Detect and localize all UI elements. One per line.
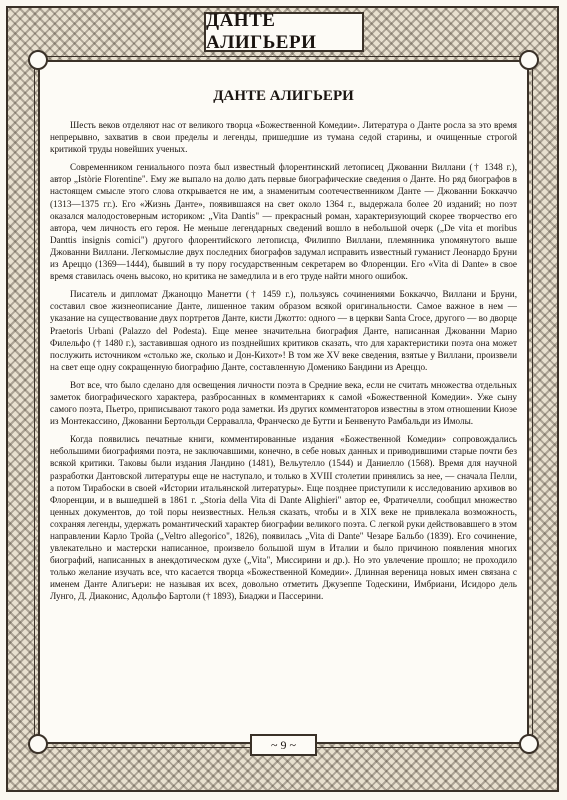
corner-ornament xyxy=(519,50,539,70)
corner-ornament xyxy=(28,50,48,70)
paragraph: Когда появились печатные книги, комментированные издания «Божественной Комедии» сопровождались небольшими биографиями поэта, не заключавшими, конечно, в себе новых данных и приводившими старые почти без всякой критики. Таковы были издания Ландино (1481), Вельутелло (1544) и Даниелло (1568). Время для научной разработки Дантовской литературы еще не наступало, и только в XVIII столетии принялись за нее, — сначала Пелли, а потом Тирабоски в своей «Истории итальянской литературы». Еще позднее приступили к исследованию архивов во Флоренции, и в вышедшей в 1861 г. „Storia della Vita di Dante Alighieri" автор ее, Фратичелли, сообщил множество ценных документов, до той поры неизвестных. Нельзя сказать, чтобы и в XIX веке не привлекала возможность, сохраняя легенды, удержать романтический характер биографии великого поэта. С легкой руки действовавшего в этом направлении Карло Тройа („Veltro allegorico", 1826), появилась „Vita di Dante" Чезаре Бальбо (1839). Его сочинение, увлекательно и мастерски написанное, произвело большой шум в Италии и было причиною появления многих биографий, написанных в анекдотическом духе („Vita", Миссирини и др.). Но это увлечение прошло; не проходило только желание изучать все, что касается творца «Божественной Комедии». Длинная вереница новых имен связана с именем Данте Алигьери: не называя их всех, довольно отметить Джуэеппе Тодескини, Имбриани, Исидоро дель Лунго, Д. Диаконис, Адольфо Бартоли († 1893), Биаджи и Пассерини. xyxy=(50,434,517,602)
paragraph: Современником гениального поэта был известный флорентинский летописец Джованни Виллани († 1348 г.), автор „Istòrie Florentine". Ему же выпало на долю дать первые биографические сведения о Данте. Но ряд биографов в настоящем смысле этого слова открывается не им, а знаменитым соотечественником Данте — Джованни Боккаччо (1313—1375 гг.). Его «Жизнь Данте», появившаяся на свет около 1364 г., выдержала более 20 изданий; но поэт оказался малодостоверным историком: „Vita Dantis" — прекрасный роман, характеризующий скорее творчество его автора, чем личность его героя. Не меньше легендарных сведений вошло в небольшой очерк („De vita et moribus Danttis insignis comici") другого флорентийского летописца, Филиппо Виллани, племянника упомянутого выше Джованни Виллани. Легкомыслие двух последних биографов задумал исправить известный гуманист Леонардо Бруни из Ареццо (1369—1444), бывший в ту пору государственным секретарем во Флоренции. Его «Vita di Dante» в свое время ставилась очень высоко, но критика не замедлила и в его труде найти много ошибок. xyxy=(50,162,517,282)
page-number-box xyxy=(250,734,317,756)
corner-ornament xyxy=(28,734,48,754)
corner-ornament xyxy=(519,734,539,754)
paragraph: Шесть веков отделяют нас от великого творца «Божественной Комедии». Литература о Данте росла за это время непрерывно, захватив в свои пределы и легенды, пришедшие из тумана седой старины, и очищенные строгой критикой труды новейших ученых. xyxy=(50,120,517,155)
article-title: ДАНТЕ АЛИГЬЕРИ xyxy=(213,88,354,104)
paragraph: Писатель и дипломат Джаноццо Манетти († 1459 г.), пользуясь сочинениями Боккаччо, Виллани и Бруни, составил свое жизнеописание Данте, лишенное таким образом всякой оригинальности. Самое важное в нем — указание на существование двух портретов Данте, кисти Джотто: одного — в церкви Santa Croce, другого — во дворце Praetoris Urbani (Palazzo del Podesta). Еще менее значительна биография Данте, написанная Джованни Марио Филельфо († 1480 г.), заставившая одного из позднейших критиков сказать, что для характеристики поэта она может послужить источником «столько же, сколько и Дон-Кихот»! В том же XV веке сведения, взятые у Виллани, произвели на свет еще одну сокращенную биографию Данте, составленную Доменико Бандини из Ареццо. xyxy=(50,289,517,372)
article-body xyxy=(50,82,517,722)
paragraph: Вот все, что было сделано для освещения личности поэта в Средние века, если не считать множества отдельных заметок биографического характера, разбросанных в комментариях к самой «Божественной Комедии». Уже сыну самого поэта, Пьетро, приписывают такого рода заметки. Из других комментаторов известны в этом отношении Киоэе из Монтекассино, Джованни Бертольди Серравалла, Франческо де Бутти и Бенвенуто Рамбальди из Имолы. xyxy=(50,379,517,427)
header-banner xyxy=(204,12,364,52)
page-number: ~ 9 ~ xyxy=(271,737,296,752)
header-title: ДАНТЕ АЛИГЬЕРИ xyxy=(206,10,317,53)
